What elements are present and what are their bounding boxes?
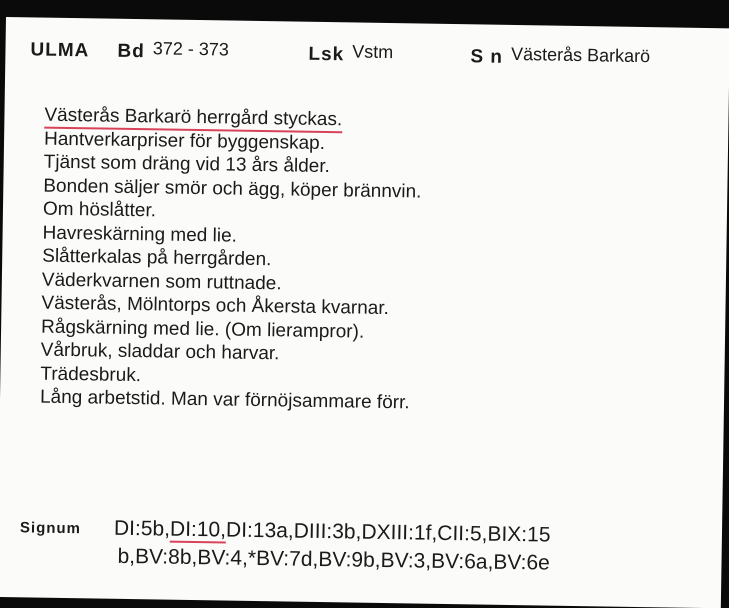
signum-highlighted-code: DI:10, <box>169 517 227 542</box>
signum-row-2: b,BV:8b,BV:4,*BV:7d,BV:9b,BV:3,BV:6a,BV:6e <box>117 544 550 575</box>
content-line: Vårbruk, sladdar och harvar. <box>40 339 280 365</box>
title-text: Västerås Barkarö herrgård styckas. <box>44 105 342 134</box>
content-line: Trädesbruk. <box>40 363 142 386</box>
content-line: Lång arbetstid. Man var förnöjsammare förr. <box>39 386 410 414</box>
content-line: Väderkvarnen som ruttnade. <box>41 269 282 294</box>
index-card <box>0 17 729 608</box>
card-header <box>30 39 720 80</box>
content-line: Rågskärning med lie. (Om lierampror). <box>40 316 365 343</box>
bd-value: 372 - 373 <box>152 38 230 60</box>
sn-label: S n <box>470 46 504 68</box>
lsk-field <box>308 41 394 67</box>
content-line: Bonden säljer smör och ägg, köper brännvin. <box>43 175 422 203</box>
archive-field <box>30 39 89 62</box>
lsk-label: Lsk <box>308 43 345 66</box>
bd-label: Bd <box>117 40 145 63</box>
content-line: Tjänst som dräng vid 13 års ålder. <box>43 151 331 178</box>
content-lines <box>40 104 685 420</box>
archive-label: ULMA <box>30 39 90 62</box>
signum-label: Signum <box>19 519 82 538</box>
signum-block <box>19 515 710 575</box>
sn-value: Västerås Barkarö <box>510 43 651 67</box>
signum-row-1 <box>114 517 551 548</box>
lsk-value: Vstm <box>352 41 394 63</box>
content-line: Havreskärning med lie. <box>42 222 238 247</box>
content-line: Om höslåtter. <box>42 198 157 222</box>
content-line: Hantverkarpriser för byggenskap. <box>43 128 326 154</box>
content-line: Slåtterkalas på herrgården. <box>42 245 272 271</box>
bd-field <box>117 38 230 65</box>
content-line: Västerås, Mölntorps och Åkersta kvarnar. <box>41 292 390 320</box>
signum-codes-a: DI:5b, <box>113 516 171 541</box>
signum-codes-b: DI:13a,DIII:3b,DXIII:1f,CII:5,BIX:15 <box>225 518 551 547</box>
sn-field <box>470 43 651 71</box>
